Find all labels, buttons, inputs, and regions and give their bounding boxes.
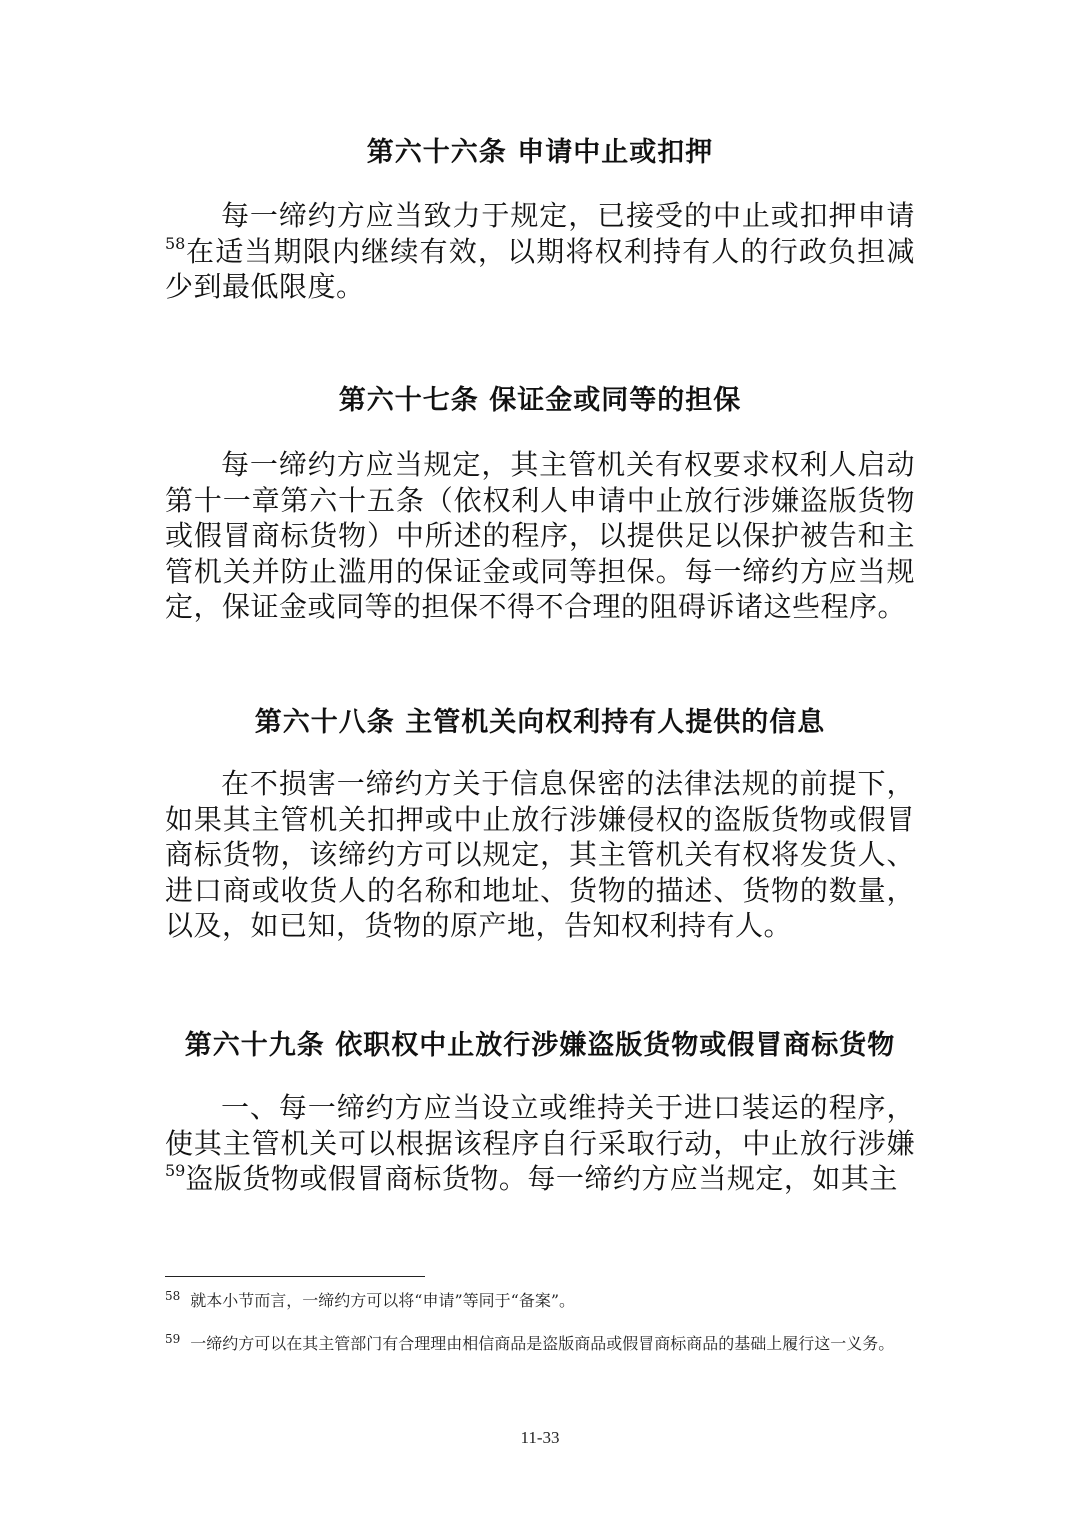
article-69-body [165, 1090, 915, 1197]
article-66-heading: 第六十六条 申请中止或扣押 [366, 137, 714, 168]
article-66-paragraph [165, 198, 915, 305]
footnote-text: 一缔约方可以在其主管部门有合理理由相信商品是盗版商品或假冒商标商品的基础上履行这一义务。 [190, 1334, 895, 1353]
article-68-heading: 第六十八条 主管机关向权利持有人提供的信息 [254, 707, 826, 738]
footnote-separator [165, 1276, 425, 1277]
article-66-body [165, 198, 915, 305]
article-69-text-part-1: 一、每一缔约方应当设立或维持关于进口装运的程序，使其主管机关可以根据该程序自行采取行动，中止放行涉嫌 [165, 1091, 915, 1160]
article-69-paragraph [165, 1090, 915, 1197]
page-number: 11-33 [520, 1428, 560, 1447]
article-66-text-part-2: 在适当期限内继续有效，以期将权利持有人的行政负担减少到最低限度。 [165, 234, 915, 303]
footnote-ref-58[interactable]: 58 [165, 233, 186, 253]
footnote-number: 59 [165, 1332, 181, 1346]
article-69-text-part-2: 盗版货物或假冒商标货物。每一缔约方应当规定，如其主 [185, 1162, 898, 1195]
article-67-paragraph: 每一缔约方应当规定，其主管机关有权要求权利人启动第十一章第六十五条（依权利人申请中止放行涉嫌盗版货物或假冒商标货物）中所述的程序，以提供足以保护被告和主管机关并防止滥用的保证金或同等担保。每一缔约方应当规定，保证金或同等的担保不得不合理的阻碍诉诸这些程序。 [165, 448, 915, 623]
article-68-body [165, 766, 915, 944]
footnote-number: 58 [165, 1289, 181, 1303]
article-69-heading: 第六十九条 依职权中止放行涉嫌盗版货物或假冒商标货物 [184, 1030, 896, 1061]
footnote-59 [165, 1330, 915, 1357]
article-67-heading: 第六十七条 保证金或同等的担保 [338, 385, 742, 416]
footnote-58 [165, 1287, 915, 1314]
footnote-text: 就本小节而言，一缔约方可以将“申请”等同于“备案”。 [190, 1291, 576, 1310]
article-68-paragraph: 在不损害一缔约方关于信息保密的法律法规的前提下，如果其主管机关扣押或中止放行涉嫌侵权的盗版货物或假冒商标货物，该缔约方可以规定，其主管机关有权将发货人、进口商或收货人的名称和地址、货物的描述、货物的数量，以及，如已知，货物的原产地，告知权利持有人。 [165, 767, 915, 942]
article-66-text-part-1: 每一缔约方应当致力于规定，已接受的中止或扣押申请 [221, 199, 915, 232]
footnote-ref-59[interactable]: 59 [165, 1161, 186, 1180]
article-67-body [165, 447, 915, 625]
